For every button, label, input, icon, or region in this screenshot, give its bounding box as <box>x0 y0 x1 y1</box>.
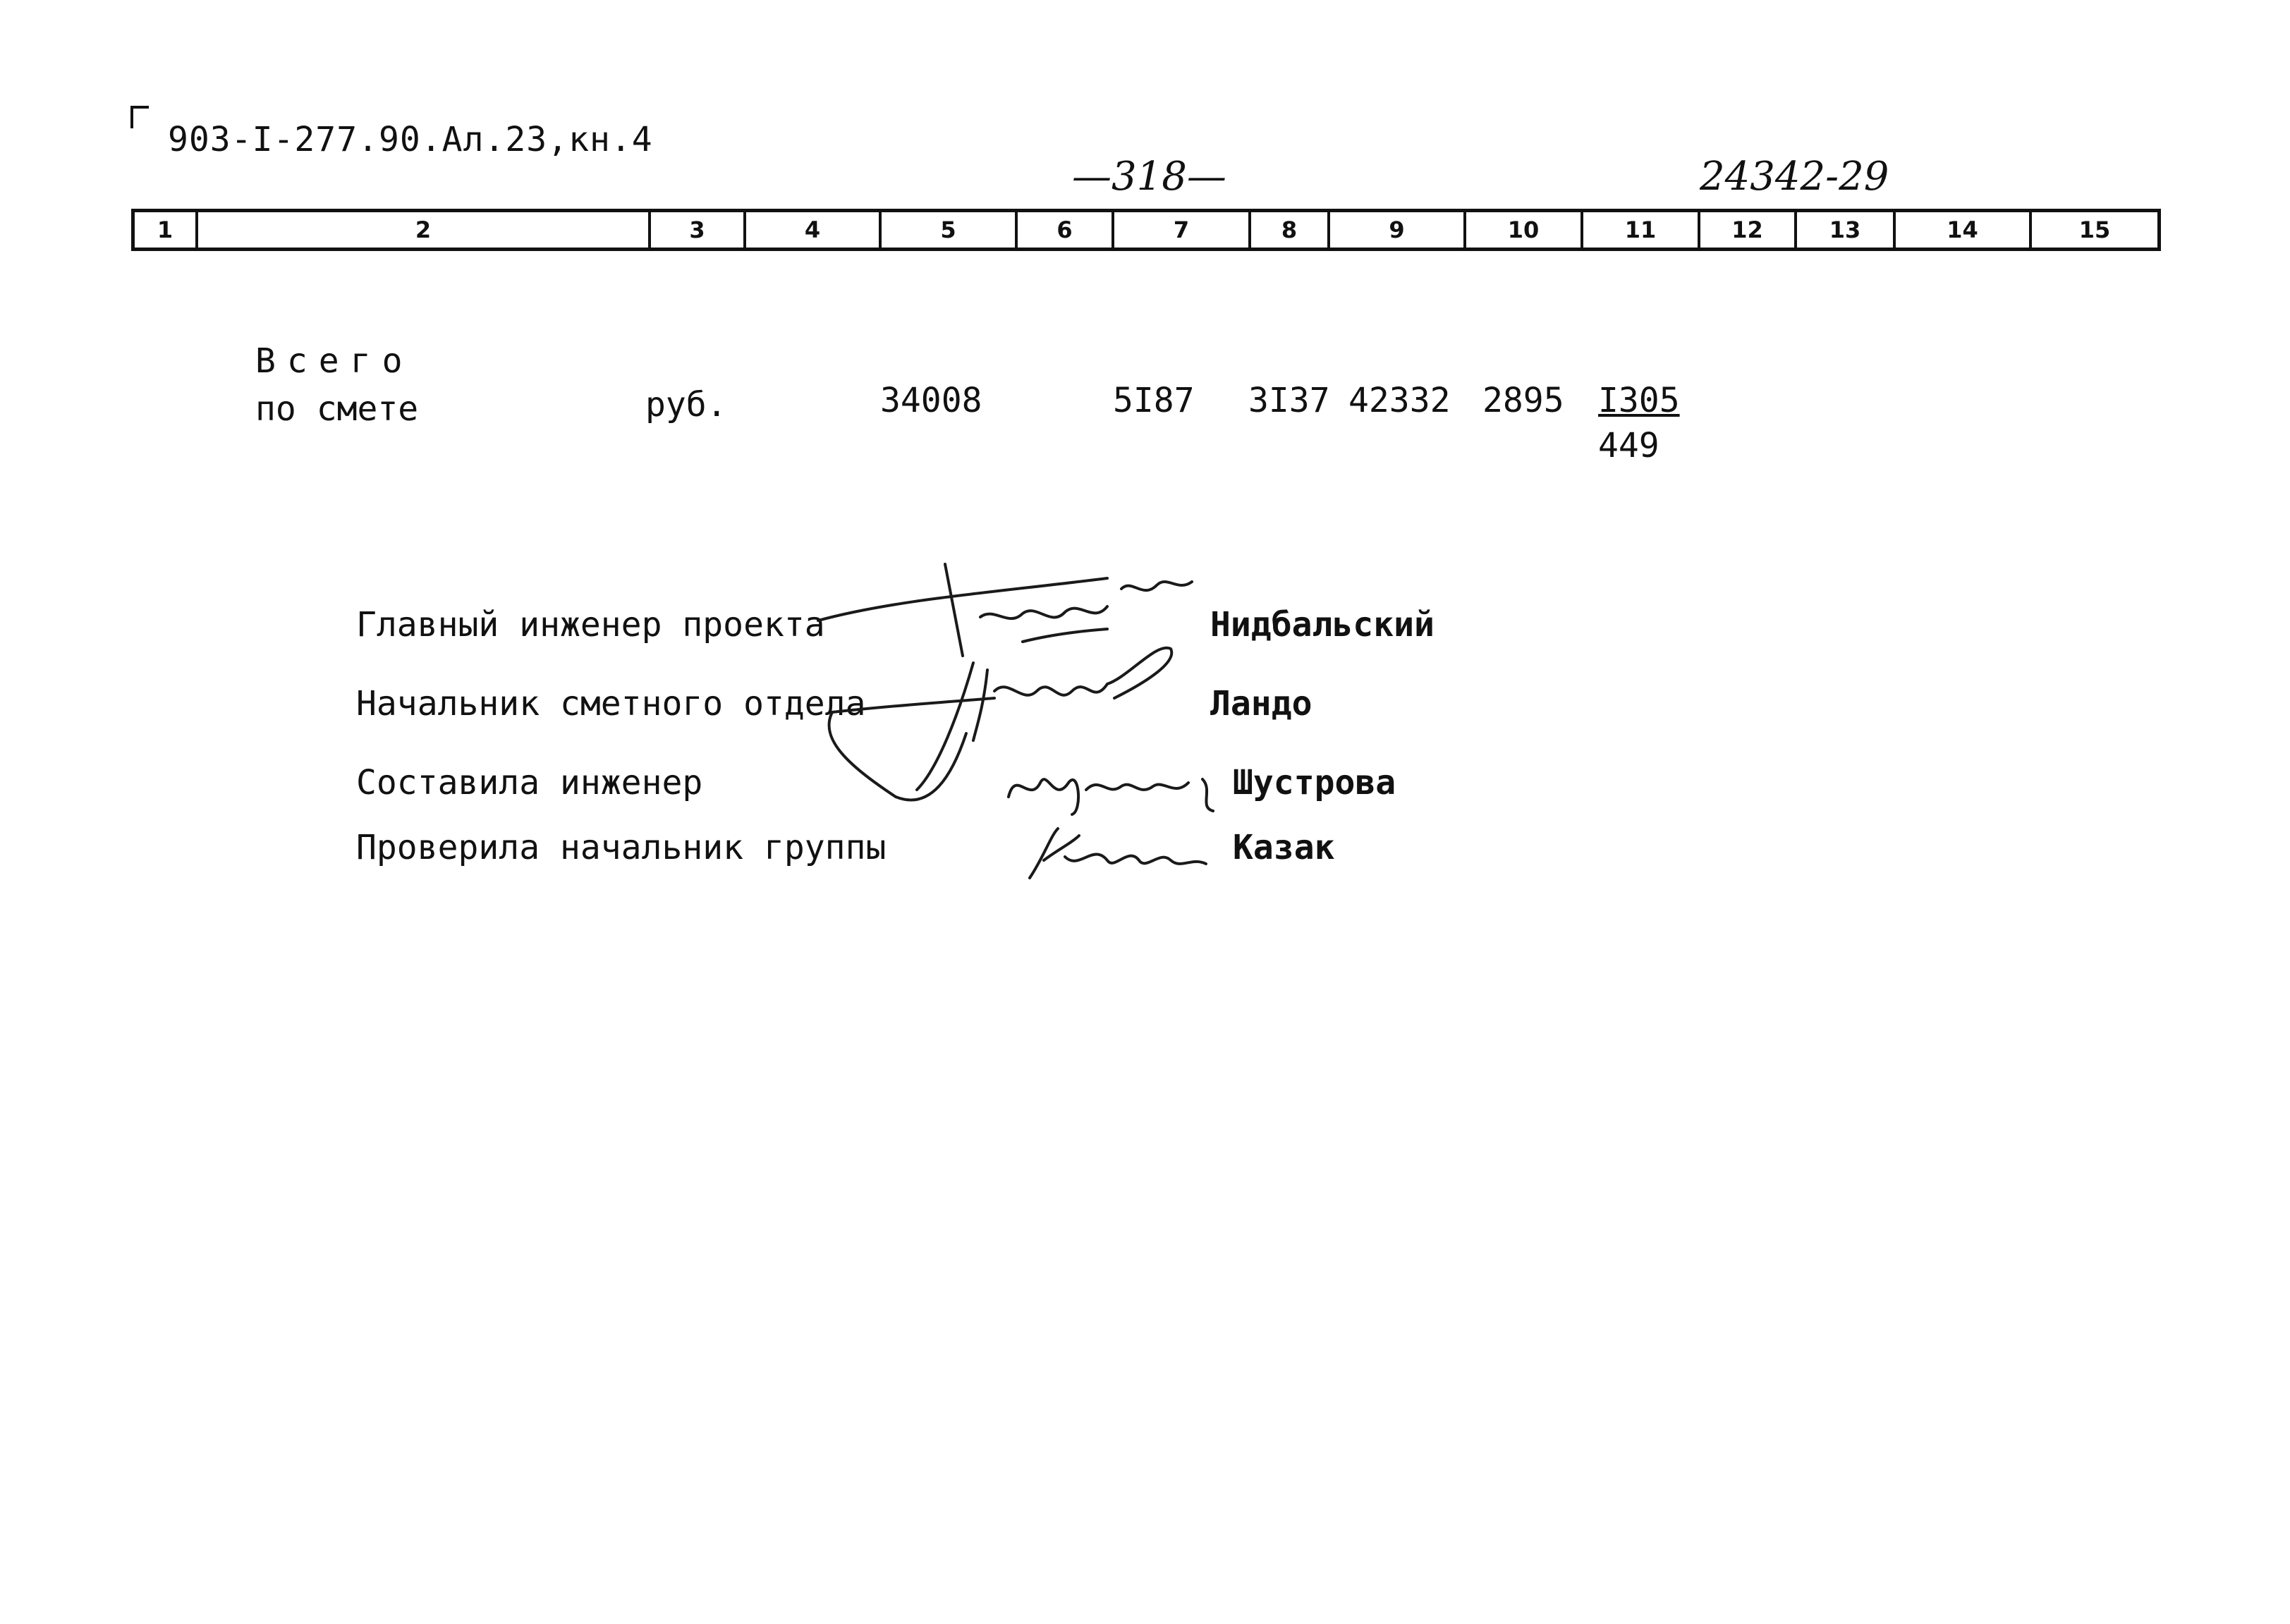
column-number: 1 <box>135 212 198 248</box>
signature-name: Ландо <box>1210 684 1313 724</box>
column-number: 9 <box>1330 212 1466 248</box>
signature-checker <box>1023 822 1220 885</box>
column-number: 14 <box>1896 212 2032 248</box>
sheet-code: 24342-29 <box>1700 154 1889 200</box>
column-number: 2 <box>198 212 651 248</box>
signature-name: Шустрова <box>1233 763 1396 802</box>
column-number: 7 <box>1114 212 1251 248</box>
column-number: 11 <box>1583 212 1700 248</box>
signature-name: Казак <box>1233 828 1335 867</box>
column-number: 4 <box>746 212 882 248</box>
column-number: 3 <box>651 212 746 248</box>
signature-name: Нидбальский <box>1210 605 1435 645</box>
col10-value: 2895 <box>1482 381 1564 420</box>
column-number: 8 <box>1251 212 1330 248</box>
totals-label <box>255 337 418 433</box>
signature-chief-engineer <box>811 550 1206 677</box>
col7-value: 5I87 <box>1113 381 1195 420</box>
document-code: 903-I-277.90.Ал.23,кн.4 <box>168 120 653 159</box>
signature-role: Главный инженер проекта <box>356 605 825 645</box>
col11-top-value: I305 <box>1598 381 1680 420</box>
col8-value: 3I37 <box>1248 381 1330 420</box>
signature-role: Проверила начальник группы <box>356 828 887 867</box>
corner-mark <box>130 106 149 128</box>
column-number: 12 <box>1700 212 1797 248</box>
column-number: 10 <box>1466 212 1583 248</box>
signature-estimate-head <box>811 635 1206 804</box>
col11-bottom-value: 449 <box>1598 426 1659 465</box>
totals-label-line1: Всего <box>255 341 414 381</box>
column-number: 13 <box>1797 212 1896 248</box>
col5-value: 34008 <box>880 381 982 420</box>
signature-role: Начальник сметного отдела <box>356 684 866 724</box>
unit-value: руб. <box>645 385 727 425</box>
column-number: 5 <box>882 212 1018 248</box>
col9-value: 42332 <box>1348 381 1451 420</box>
page-number: —318— <box>1072 154 1226 200</box>
column-number: 6 <box>1018 212 1114 248</box>
column-number: 15 <box>2078 216 2111 243</box>
signature-role: Составила инженер <box>356 763 703 802</box>
column-number-strip <box>131 209 2161 251</box>
signature-compiler <box>1001 755 1234 818</box>
totals-label-line2: по смете <box>255 389 419 429</box>
